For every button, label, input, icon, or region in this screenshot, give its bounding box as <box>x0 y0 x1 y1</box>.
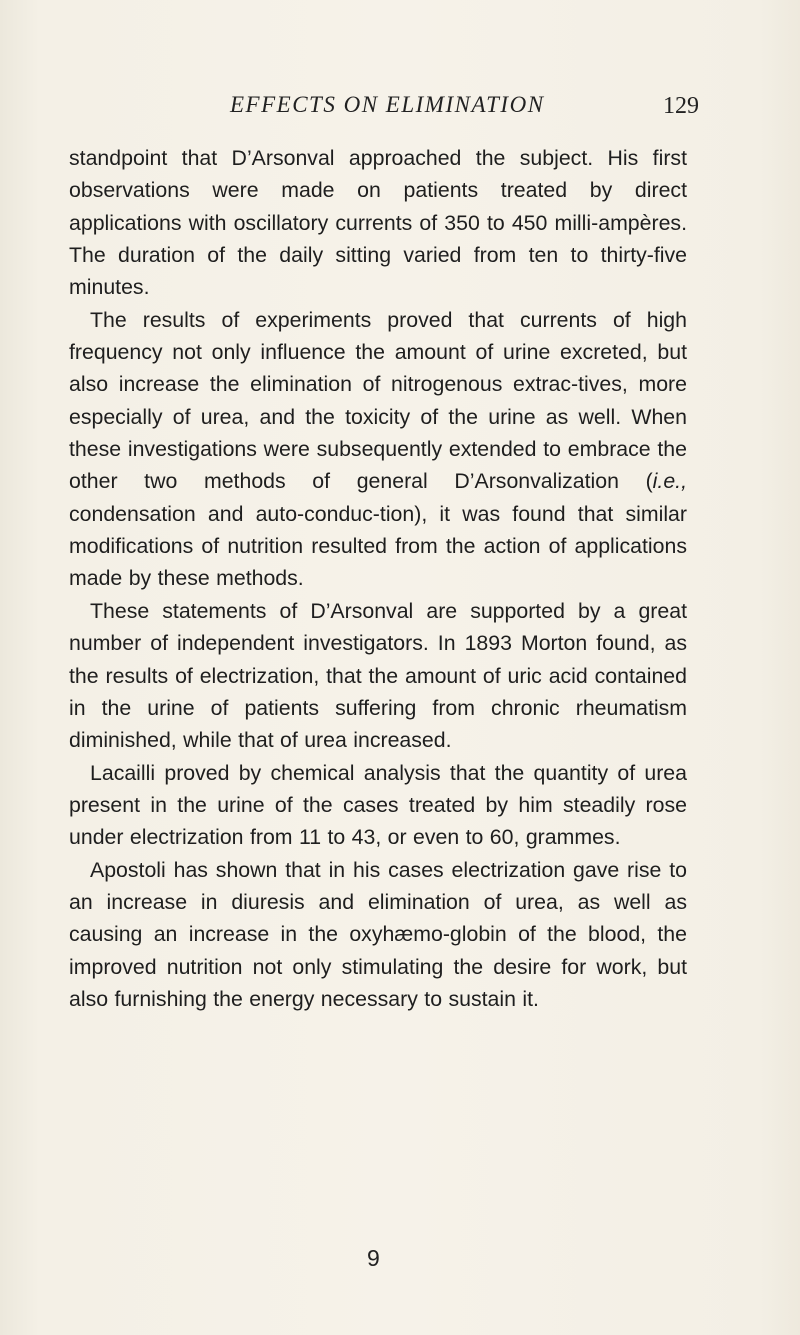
page-number: 129 <box>663 93 699 119</box>
paragraph-results-before: The results of experiments proved that currents of high frequency not only influence the amount of urine excreted, but also increase the elimination of nitrogenous extrac-tives, more especially of urea, and the toxicity of the urine as well. When these investigations were subsequently extended to embrace the other two methods of general D’Arsonvalization ( <box>69 307 687 494</box>
paragraph-results <box>69 304 687 595</box>
body-text <box>69 142 687 1015</box>
paragraph-apostoli: Apostoli has shown that in his cases electrization gave rise to an increase in diuresis and elimination of urea, as well as causing an increase in the oxyhæmo-globin of the blood, the improved nutrition not only stimulating the desire for work, but also furnishing the energy necessary to sustain it. <box>69 857 687 1011</box>
paragraph-continuation: standpoint that D’Arsonval approached the subject. His first observations were made on patients treated by direct applications with oscillatory currents of 350 to 450 milli-ampères. The duration of the daily sitting varied from ten to thirty-five minutes. <box>69 146 687 300</box>
paragraph-lacailli: Lacailli proved by chemical analysis that the quantity of urea present in the urine of the cases treated by him steadily rose under electrization from 11 to 43, or even to 60, grammes. <box>69 760 687 850</box>
paragraph-statements: These statements of D’Arsonval are supported by a great number of independent investigators. In 1893 Morton found, as the results of electrization, that the amount of uric acid contained in the urine of patients suffering from chronic rheumatism diminished, while that of urea increased. <box>69 598 687 753</box>
italic-ie: i.e., <box>652 469 687 494</box>
signature-mark: 9 <box>367 1245 380 1271</box>
paragraph-results-after: condensation and auto-conduc-tion), it was found that similar modifications of nutrition resulted from the action of applications made by these methods. <box>69 501 687 591</box>
running-head <box>0 92 800 132</box>
running-title: EFFECTS ON ELIMINATION <box>230 92 545 117</box>
